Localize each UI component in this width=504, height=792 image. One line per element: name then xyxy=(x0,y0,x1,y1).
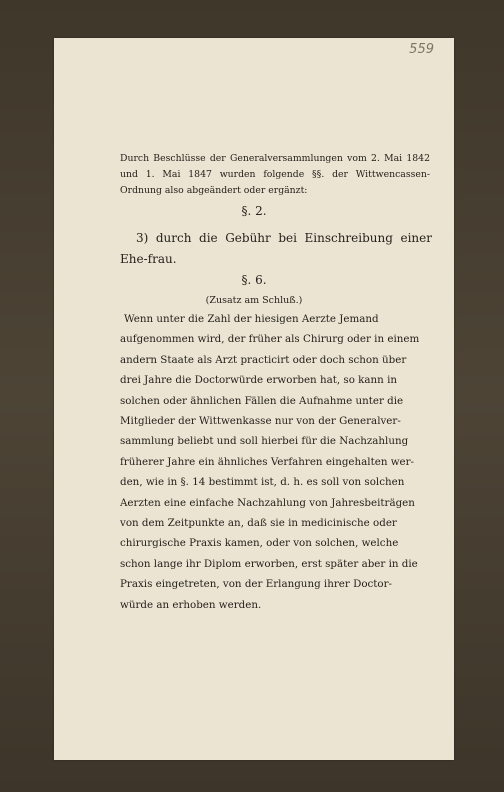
intro-paragraph: Durch Beschlüsse der Generalversammlungen vom 2. Mai 1842 und 1. Mai 1847 wurden folgende §§. der Wittwencassen-Ordnung also abgeändert oder ergänzt: xyxy=(120,153,430,196)
body-line: schon lange ihr Diplom erworben, erst später aber in die xyxy=(120,557,418,570)
section-heading-6: §. 6. xyxy=(241,273,267,287)
body-line: aufgenommen wird, der früher als Chirurg oder in einem xyxy=(120,333,420,346)
section-heading-2: §. 2. xyxy=(241,204,267,218)
body-line: Mitglieder der Wittwenkasse nur von der Generalver- xyxy=(120,415,401,428)
body-line: Aerzten eine einfache Nachzahlung von Jahresbeiträgen xyxy=(120,496,415,509)
body-line: von dem Zeitpunkte an, daß sie in medicinische oder xyxy=(120,517,397,530)
document-page xyxy=(54,38,454,760)
body-line: den, wie in §. 14 bestimmt ist, d. h. es soll von solchen xyxy=(120,476,405,489)
body-line: früherer Jahre ein ähnliches Verfahren eingehalten wer- xyxy=(120,455,415,468)
section-6-note: (Zusatz am Schluß.) xyxy=(205,295,303,306)
body-line: chirurgische Praxis kamen, oder von solchen, welche xyxy=(120,537,399,550)
body-line: Wenn unter die Zahl der hiesigen Aerzte Jemand xyxy=(124,313,379,325)
page-number: 559 xyxy=(409,42,434,57)
body-line: drei Jahre die Doctorwürde erworben hat, so kann in xyxy=(120,374,398,387)
section-6-body xyxy=(120,309,432,615)
body-line: solchen oder ähnlichen Fällen die Aufnahme unter die xyxy=(120,394,404,407)
body-line: würde an erhoben werden. xyxy=(120,598,262,611)
body-line: andern Staate als Arzt practicirt oder doch schon über xyxy=(120,353,407,366)
section-2-item: 3) durch die Gebühr bei Einschreibung einer Ehe-frau. xyxy=(120,231,432,266)
body-line: Praxis eingetreten, von der Erlangung ihrer Doctor- xyxy=(120,578,393,591)
body-line: sammlung beliebt und soll hierbei für die Nachzahlung xyxy=(120,435,409,448)
